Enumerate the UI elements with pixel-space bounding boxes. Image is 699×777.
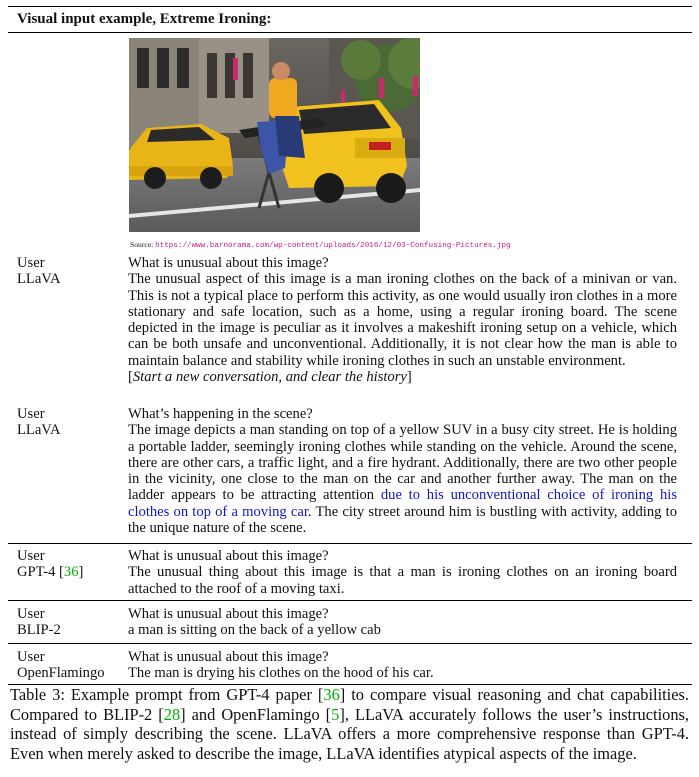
- gpt4-user-label: User: [17, 548, 45, 564]
- source-label: Source:: [130, 240, 154, 249]
- blip2-text: [128, 606, 677, 639]
- conv2-user-label: User: [17, 406, 45, 422]
- openflamingo-user-label: User: [17, 649, 45, 665]
- conv2-answer-part1: The image depicts a man standing on top of a yellow SUV in a busy city street. He is holding a portable ladder, seemingly ironing clothes while standing on the vehicle. Around the scene, there are other cars, a traffic light, and a fire hydrant. Additionally, there are two other people in the vicinity, one close to the man on the car and another further away. The man on the ladder appears to be attracting attention: [128, 422, 677, 504]
- table-caption: [10, 685, 689, 763]
- title-rule: [8, 32, 692, 33]
- gpt4-rule: [8, 543, 692, 544]
- caption-part4: ], LLaVA accurately follows the user’s instructions, instead of simply describing the scene. LLaVA offers a more comprehensive response than GPT-4. Even when merely asked to describe the image, LLaVA identifies atypical aspects of the image.: [10, 704, 690, 763]
- blip2-answer: a man is sitting on the back of a yellow cab: [128, 622, 381, 639]
- extreme-ironing-photo: [129, 38, 420, 232]
- conv2-question: What’s happening in the scene?: [128, 406, 313, 422]
- conv1-user-label: User: [17, 255, 45, 271]
- caption-part1: Table 3: Example prompt from GPT-4 paper [: [10, 685, 324, 704]
- image-source: [130, 240, 511, 250]
- table-title: Visual input example, Extreme Ironing:: [17, 11, 272, 27]
- conv2-answer-part2: . The city street around him is bustling with activity, adding to the unique nature of the scene.: [128, 503, 677, 537]
- gpt4-model-name: GPT-4: [17, 564, 56, 580]
- caption-ref-5[interactable]: 5: [331, 704, 340, 724]
- top-rule: [8, 6, 692, 7]
- reset-note-text: Start a new conversation, and clear the history: [132, 369, 407, 386]
- blip2-rule: [8, 600, 692, 601]
- blip2-model-label: BLIP-2: [17, 622, 61, 638]
- source-url-link[interactable]: https://www.barnorama.com/wp-content/uploads/2016/12/03-Confusing-Pictures.jpg: [155, 242, 511, 250]
- conv2-answer-highlight: due to his unconventional choice of ironing his clothes on top of a moving car: [128, 487, 677, 520]
- gpt4-question: What is unusual about this image?: [128, 548, 329, 564]
- caption-part2: ] to compare visual reasoning and chat capabilities. Compared to BLIP-2 [: [10, 685, 689, 724]
- gpt4-answer: The unusual thing about this image is that a man is ironing clothes on an ironing board attached to the roof of a moving taxi.: [128, 564, 677, 597]
- conv1-question: What is unusual about this image?: [128, 255, 329, 271]
- gpt4-ref-link[interactable]: 36: [63, 564, 79, 580]
- openflamingo-text: [128, 649, 677, 682]
- gpt4-text: [128, 548, 677, 597]
- conv2-answer: [128, 422, 677, 536]
- caption-part3: ] and OpenFlamingo [: [180, 704, 332, 724]
- openflamingo-rule: [8, 643, 692, 644]
- openflamingo-model-label: OpenFlamingo: [17, 665, 105, 681]
- blip2-question: What is unusual about this image?: [128, 606, 329, 622]
- openflamingo-question: What is unusual about this image?: [128, 649, 329, 665]
- caption-ref-36[interactable]: 36: [323, 685, 340, 704]
- conv1-model-label: LLaVA: [17, 271, 61, 287]
- blip2-user-label: User: [17, 606, 45, 622]
- conv1-text: [128, 255, 677, 385]
- conv1-reset-note: [Start a new conversation, and clear the history]: [128, 369, 412, 386]
- openflamingo-answer: The man is drying his clothes on the hood of his car.: [128, 665, 434, 682]
- conv2-text: [128, 406, 677, 536]
- caption-ref-28[interactable]: 28: [163, 704, 181, 724]
- conv1-answer: The unusual aspect of this image is a man ironing clothes on the back of a minivan or van. This is not a typical place to perform this activity, as one would usually iron clothes in a more stationary and safe location, such as a home, using a regular ironing board. The scene depicted in the image is peculiar as it involves a makeshift ironing setup on a vehicle, which can be both unsafe and unconventional. Additionally, it is not clear how the man is able to maintain balance and stability while ironing clothes in such an unstable environment.: [128, 271, 677, 369]
- gpt4-model-label: GPT-4 [36]: [17, 564, 84, 580]
- conv2-model-label: LLaVA: [17, 422, 61, 438]
